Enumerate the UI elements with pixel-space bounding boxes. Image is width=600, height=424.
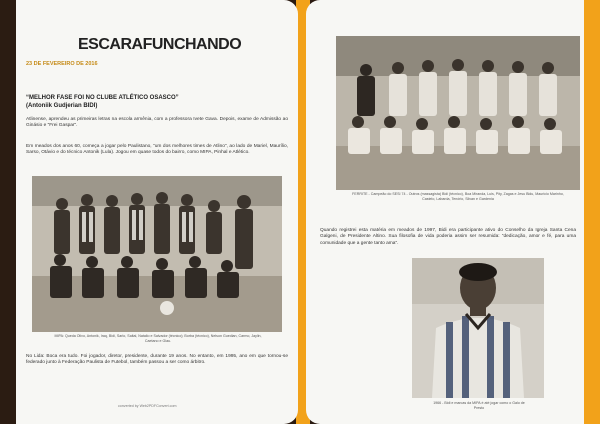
photo-2-caption xyxy=(340,192,576,202)
paragraph-1: Atlinense, aprendeu as primeiras letras na escola armênia, com a professora Ivete Gava. Depois, exame de Admissão ao Ginásio e “Frei Gaspar”. xyxy=(26,117,288,129)
paragraph-2: Em meados dos anos 60, começa a jogar pelo Paulistano, “um dos melhores times de Atlino”, ao lado de Mariel, Maurílio, Sarso, Otávio e do técnico Antonik (Lula). Jogou em quase todos do bairro, como MIPA, Pinhal e Atlético. xyxy=(26,144,288,156)
photo-1-caption-line-2: Caetano e Glau. xyxy=(144,338,172,343)
article-subtitle xyxy=(26,95,286,110)
photo-3-caption-line-1: 1966 - Bidi e marcas da MIPA é até jogar como o Galo de xyxy=(433,401,525,405)
portrait-photo-bidi xyxy=(412,258,544,398)
right-paragraph-1: Quando registrei esta matéria em meados de 1997, Bidi era participante ativo do Conselho da Igreja Santa Cena Galgeni, de Presidente Altino. Sua filosofia de vida poderia assim ser resumida: “dedicação, amor e fé, para uma comunidade que a gente tanto ama”. xyxy=(320,228,576,246)
photo-2-caption-line-1: FERRITE - Campeão do SESI 74 - Outros (massagista) Bidi (técnico), Boa Miranda, Luis, Pity, Zagas e Jesu Bidu, Mauricio Marinho, xyxy=(352,192,564,196)
photo-3-caption xyxy=(404,401,554,411)
photo-1-caption-line-1: MIPA: Queda Olivo, Antonik, Iraq, Bidi, Sarlo, Saltal, Natalio e Salvador (técnico); Borba (técnico), Nelson Guedian, Carmo, Jaylin, xyxy=(54,334,262,338)
subtitle-quote: “MELHOR FASE FOI NO CLUBE ATLÉTICO OSASCO” xyxy=(26,95,179,101)
right-page xyxy=(306,0,584,424)
converter-credit: converted by Web2PDFConvert.com xyxy=(118,404,177,408)
photo-3-caption-line-2: Presto xyxy=(473,405,485,410)
paragraph-3: No Lida: Boca era tudo. Foi jogador, diretor, presidente, durante 19 anos. No entanto, em 1995, ano em que tornou-se federado junto à Federação Paulista de Futebol, também passou a ser como árbitro. xyxy=(26,354,288,366)
left-page xyxy=(16,0,298,424)
team-photo-ferrite xyxy=(336,36,580,190)
photo-2-caption-line-2: Castelo, Labarda, Tenório, Silvan e Gardenia xyxy=(422,196,494,201)
page-title: ESCARAFUNCHANDO xyxy=(78,36,242,53)
left-dark-edge xyxy=(0,0,16,424)
team-photo-mipa xyxy=(32,176,282,332)
photo-1-caption xyxy=(46,334,270,344)
right-orange-edge xyxy=(584,0,600,424)
article-date: 23 DE FEVEREIRO DE 2016 xyxy=(26,61,98,67)
subtitle-person: (Antoniik Gudjerian BIDI) xyxy=(26,102,98,109)
